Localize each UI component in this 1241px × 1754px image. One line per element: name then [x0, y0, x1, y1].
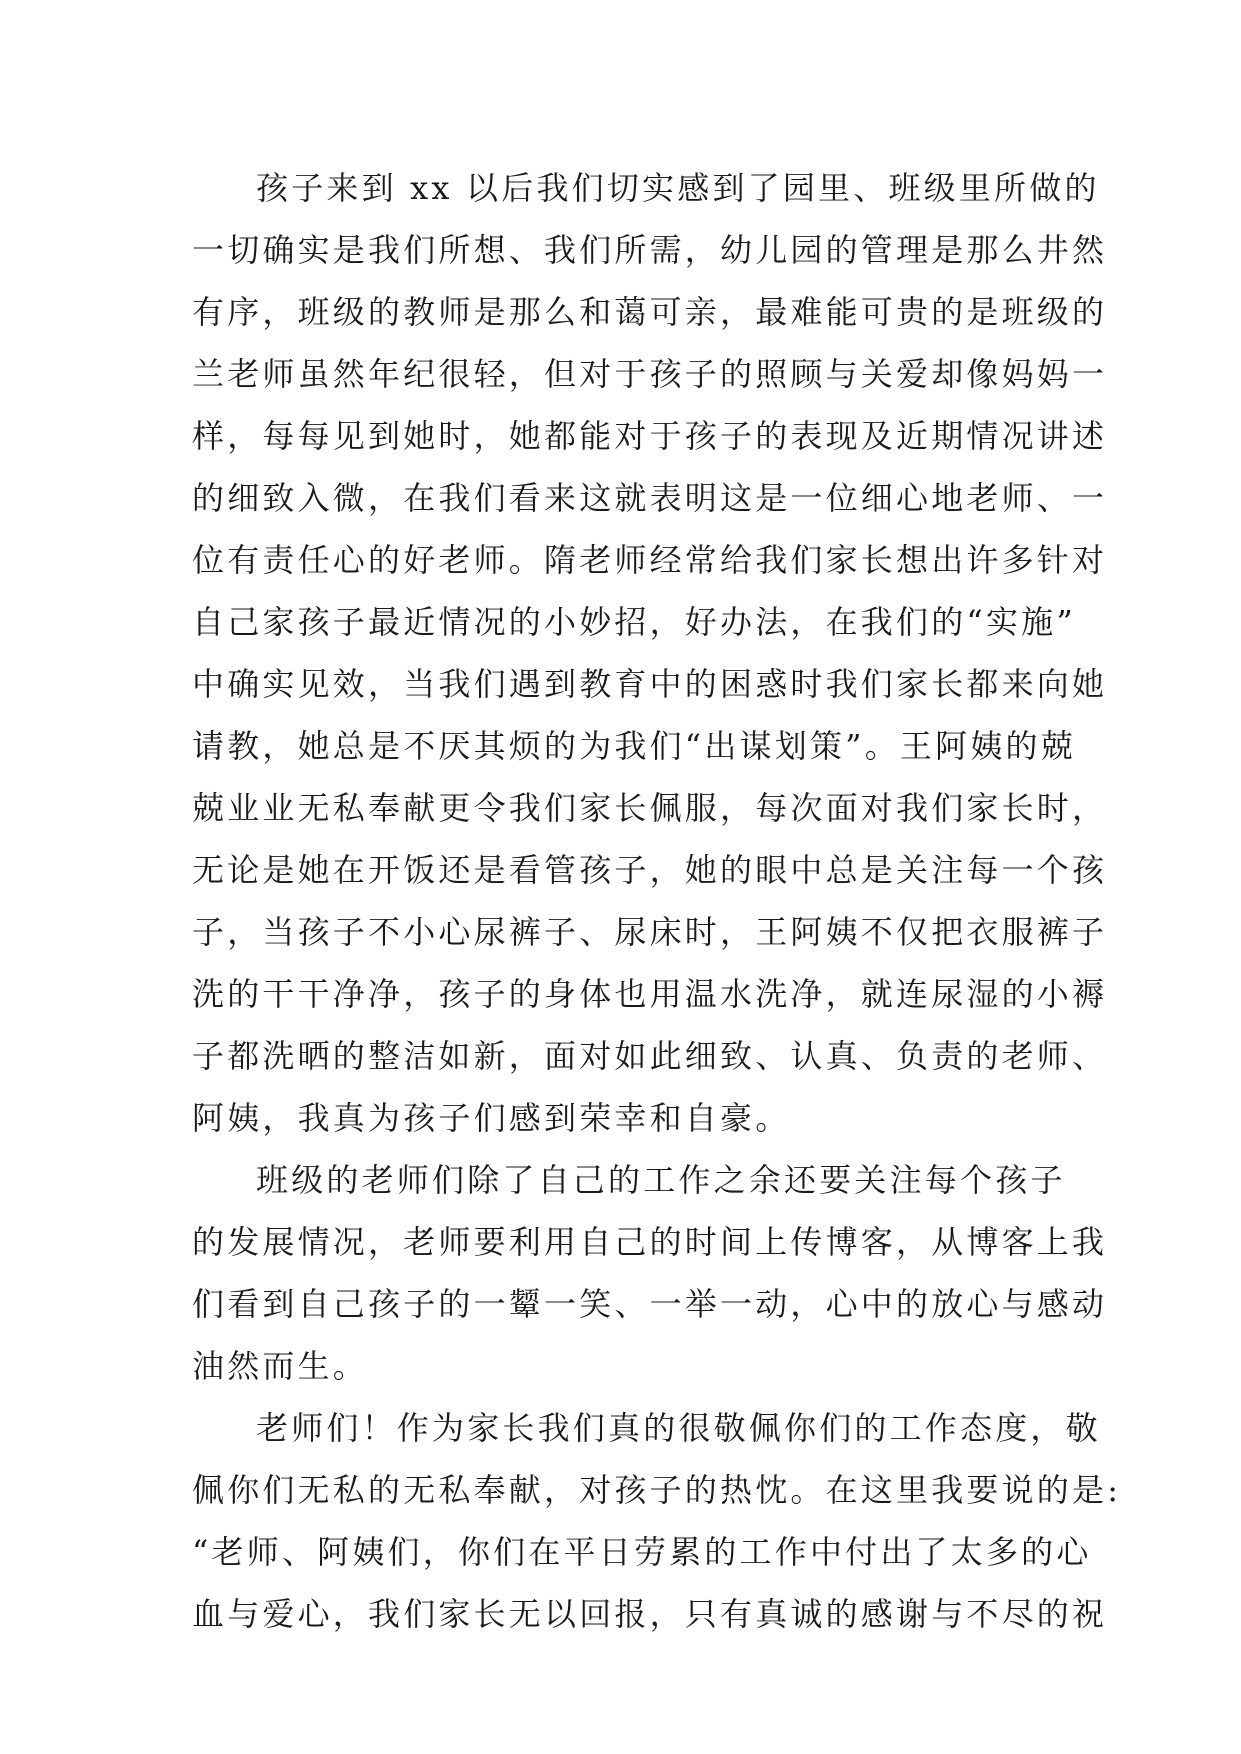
body-text	[192, 157, 1122, 1645]
text-line: 中确实见效，当我们遇到教育中的困惑时我们家长都来向她	[192, 665, 1108, 703]
text-line: 佩你们无私的无私奉献，对孩子的热忱。在这里我要说的是:	[192, 1471, 1122, 1509]
text-line: 有序，班级的教师是那么和蔼可亲，最难能可贵的是班级的	[192, 293, 1108, 331]
text-line: 子，当孩子不小心尿裤子、尿床时，王阿姨不仅把衣服裤子	[192, 913, 1108, 951]
text-line: 无论是她在开饭还是看管孩子，她的眼中总是关注每一个孩	[192, 851, 1108, 889]
text-line: 兰老师虽然年纪很轻，但对于孩子的照顾与关爱却像妈妈一	[192, 355, 1108, 393]
text-line: 样，每每见到她时，她都能对于孩子的表现及近期情况讲述	[192, 417, 1108, 455]
text-line: 的发展情况，老师要利用自己的时间上传博客，从博客上我	[192, 1223, 1108, 1261]
text-line: 油然而生。	[192, 1347, 369, 1385]
text-line: 自己家孩子最近情况的小妙招，好办法，在我们的“实施”	[192, 603, 1076, 641]
text-line: 兢业业无私奉献更令我们家长佩服，每次面对我们家长时，	[192, 789, 1108, 827]
text-line: 孩子来到 xx 以后我们切实感到了园里、班级里所做的	[256, 169, 1100, 207]
text-line: 班级的老师们除了自己的工作之余还要关注每个孩子	[256, 1161, 1066, 1199]
text-line: 的细致入微，在我们看来这就表明这是一位细心地老师、一	[192, 479, 1108, 517]
text-line: 洗的干干净净，孩子的身体也用温水洗净，就连尿湿的小褥	[192, 975, 1108, 1013]
text-line: 子都洗晒的整洁如新，面对如此细致、认真、负责的老师、	[192, 1037, 1108, 1075]
text-line: 老师们！作为家长我们真的很敬佩你们的工作态度，敬	[256, 1409, 1101, 1447]
text-line: “老师、阿姨们，你们在平日劳累的工作中付出了太多的心	[192, 1533, 1092, 1571]
text-line: 一切确实是我们所想、我们所需，幼儿园的管理是那么井然	[192, 231, 1108, 269]
text-line: 们看到自己孩子的一颦一笑、一举一动，心中的放心与感动	[192, 1285, 1108, 1323]
text-line: 血与爱心，我们家长无以回报，只有真诚的感谢与不尽的祝	[192, 1595, 1108, 1633]
text-line: 请教，她总是不厌其烦的为我们“出谋划策”。王阿姨的兢	[192, 727, 1076, 765]
text-line: 阿姨，我真为孩子们感到荣幸和自豪。	[192, 1099, 791, 1137]
text-line: 位有责任心的好老师。隋老师经常给我们家长想出许多针对	[192, 541, 1108, 579]
